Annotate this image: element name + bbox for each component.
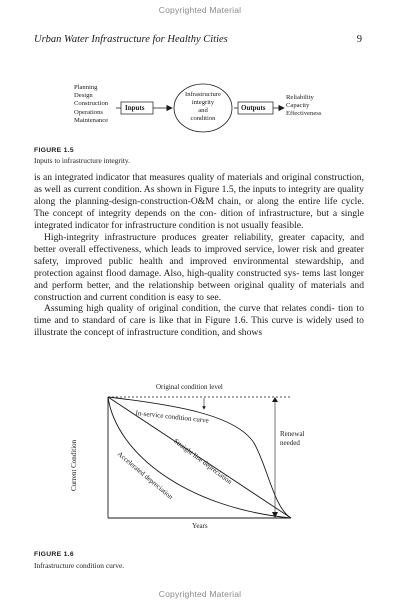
text-line: construction, as well as current condition. As shown in Figure 1.5, the inputs: [34, 172, 364, 195]
renewal-line1: Renewal: [280, 430, 305, 438]
integrity-text: [174, 91, 232, 123]
integrity-line: condition: [190, 115, 216, 122]
text-line: to integrity are quality along the planning-design-construction-O&M chain,: [34, 183, 364, 207]
inputs-list: [74, 84, 108, 125]
figure-1-6-label: FIGURE 1.6: [34, 551, 75, 558]
outputs-item: Reliability: [286, 94, 314, 101]
outputs-list: [286, 94, 321, 119]
inputs-item: Design: [74, 92, 93, 100]
integrity-line: and: [198, 107, 208, 114]
inputs-item: Construction: [74, 100, 109, 108]
x-axis-label: Years: [192, 522, 208, 530]
watermark-top: Copyrighted Material: [158, 5, 242, 15]
renewal-arrow-bottom: [272, 512, 278, 518]
text-line: tems last longer and perform better, and the relationship between original: [34, 267, 364, 291]
y-axis-label: Current Condition: [70, 439, 78, 491]
text-line: Assuming high quality of original condition, the curve that relates condi-: [44, 303, 335, 315]
body-text: [34, 172, 364, 339]
text-line: dition of infrastructure, but a single integrated indicator for infrastructure: [34, 207, 364, 231]
in-service-label: In-service condition curve: [135, 409, 210, 425]
text-line: widely used to illustrate the concept of infrastructure condition, and shows: [34, 315, 364, 339]
renewal-line2: needed: [280, 439, 300, 447]
renewal-label: [280, 430, 305, 448]
inputs-label: Inputs: [125, 104, 145, 112]
paragraph-2: [34, 232, 364, 304]
figure-1-5-label: FIGURE 1.5: [34, 147, 75, 154]
integrity-line: integrity: [191, 99, 215, 106]
paragraph-3: [34, 303, 364, 339]
outputs-label: Outputs: [241, 104, 266, 112]
text-line: and greater safety, improved public health and improved environmental stewardship,: [34, 243, 364, 267]
page-number: 9: [356, 34, 362, 45]
text-line: and protection against flood damage. Also, high-quality constructed sys-: [34, 255, 364, 279]
text-line: and better overall effectiveness, which leads to improved service, lower risk: [34, 231, 364, 255]
text-line: is an integrated indicator that measures quality of materials and original: [34, 172, 312, 183]
outputs-item: Effectiveness: [286, 110, 322, 118]
text-line: High-integrity infrastructure produces greater reliability, greater capacity,: [44, 231, 345, 243]
outputs-item: Capacity: [286, 102, 310, 110]
watermark-bottom: Copyrighted Material: [158, 589, 242, 599]
accelerated-label: Accelerated depreciation: [115, 450, 175, 501]
text-line: tion to time and to standard of care is like that in Figure 1.6. This curve is: [34, 303, 364, 327]
running-head: Urban Water Infrastructure for Healthy Cities: [34, 34, 228, 45]
figure-1-6-caption: Infrastructure condition curve.: [34, 561, 125, 570]
figure-1-5-diagram: [74, 80, 354, 140]
inputs-item: Maintenance: [74, 116, 109, 124]
text-line: condition is not usually feasible.: [178, 219, 304, 231]
paragraph-1: [34, 172, 364, 232]
inputs-item: Planning: [74, 84, 98, 91]
renewal-arrow-top: [272, 397, 278, 402]
integrity-line: Infrastructure: [185, 91, 221, 98]
inputs-item: Operations: [74, 108, 103, 116]
figure-1-5-caption: Inputs to infrastructure integrity.: [34, 156, 130, 165]
text-line: quality of materials and construction and current condition is easy to see.: [34, 279, 365, 303]
original-level-label: Original condition level: [156, 383, 223, 391]
straight-line-label: Straight line depreciation: [172, 437, 234, 486]
text-line: or along the entire life cycle. The concept of integrity depends on the con-: [34, 195, 364, 219]
figure-1-6-diagram: [70, 383, 326, 533]
